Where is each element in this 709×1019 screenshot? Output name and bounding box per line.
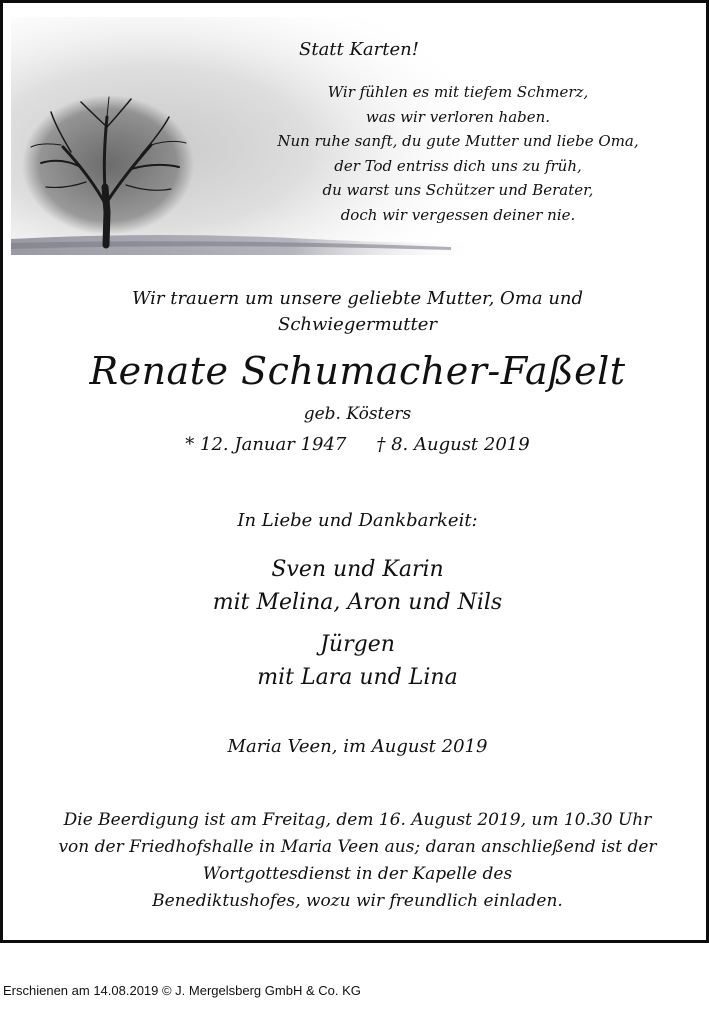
header-label: Statt Karten! bbox=[299, 39, 419, 60]
publication-footer: Erschienen am 14.08.2019 © J. Mergelsberg GmbH & Co. KG bbox=[3, 983, 361, 998]
poem-line: Nun ruhe sanft, du gute Mutter und liebe Oma, bbox=[277, 132, 639, 151]
life-dates bbox=[3, 432, 709, 458]
funeral-line: Die Beerdigung ist am Freitag, dem 16. August 2019, um 10.30 Uhr bbox=[63, 810, 652, 830]
death-date: † 8. August 2019 bbox=[376, 434, 530, 455]
deceased-name: Renate Schumacher-Faßelt bbox=[89, 349, 626, 393]
poem-line: doch wir vergessen deiner nie. bbox=[340, 205, 576, 224]
intro-line: Schwiegermutter bbox=[278, 314, 437, 335]
place-date: Maria Veen, im August 2019 bbox=[227, 736, 488, 757]
birth-name: geb. Kösters bbox=[303, 404, 412, 424]
family-line: mit Lara und Lina bbox=[257, 665, 458, 690]
intro-text bbox=[3, 286, 709, 338]
family-line: Sven und Karin bbox=[271, 557, 444, 582]
family-line: mit Melina, Aron und Nils bbox=[212, 590, 503, 615]
funeral-line: Benediktushofes, wozu wir freundlich einladen. bbox=[152, 891, 563, 911]
poem-line: was wir verloren haben. bbox=[365, 107, 551, 126]
poem bbox=[253, 80, 663, 228]
funeral-info bbox=[3, 807, 709, 915]
funeral-line: von der Friedhofshalle in Maria Veen aus; daran anschließend ist der bbox=[58, 837, 657, 857]
birth-date: * 12. Januar 1947 bbox=[185, 434, 347, 455]
funeral-line: Wortgottesdienst in der Kapelle des bbox=[202, 864, 513, 884]
poem-line: du warst uns Schützer und Berater, bbox=[322, 181, 594, 200]
intro-line: Wir trauern um unsere geliebte Mutter, Oma und bbox=[131, 288, 584, 309]
family-line: Jürgen bbox=[320, 632, 395, 657]
thanks-line: In Liebe und Dankbarkeit: bbox=[237, 510, 478, 531]
poem-line: Wir fühlen es mit tiefem Schmerz, bbox=[327, 83, 589, 101]
poem-line: der Tod entriss dich uns zu früh, bbox=[334, 156, 582, 175]
